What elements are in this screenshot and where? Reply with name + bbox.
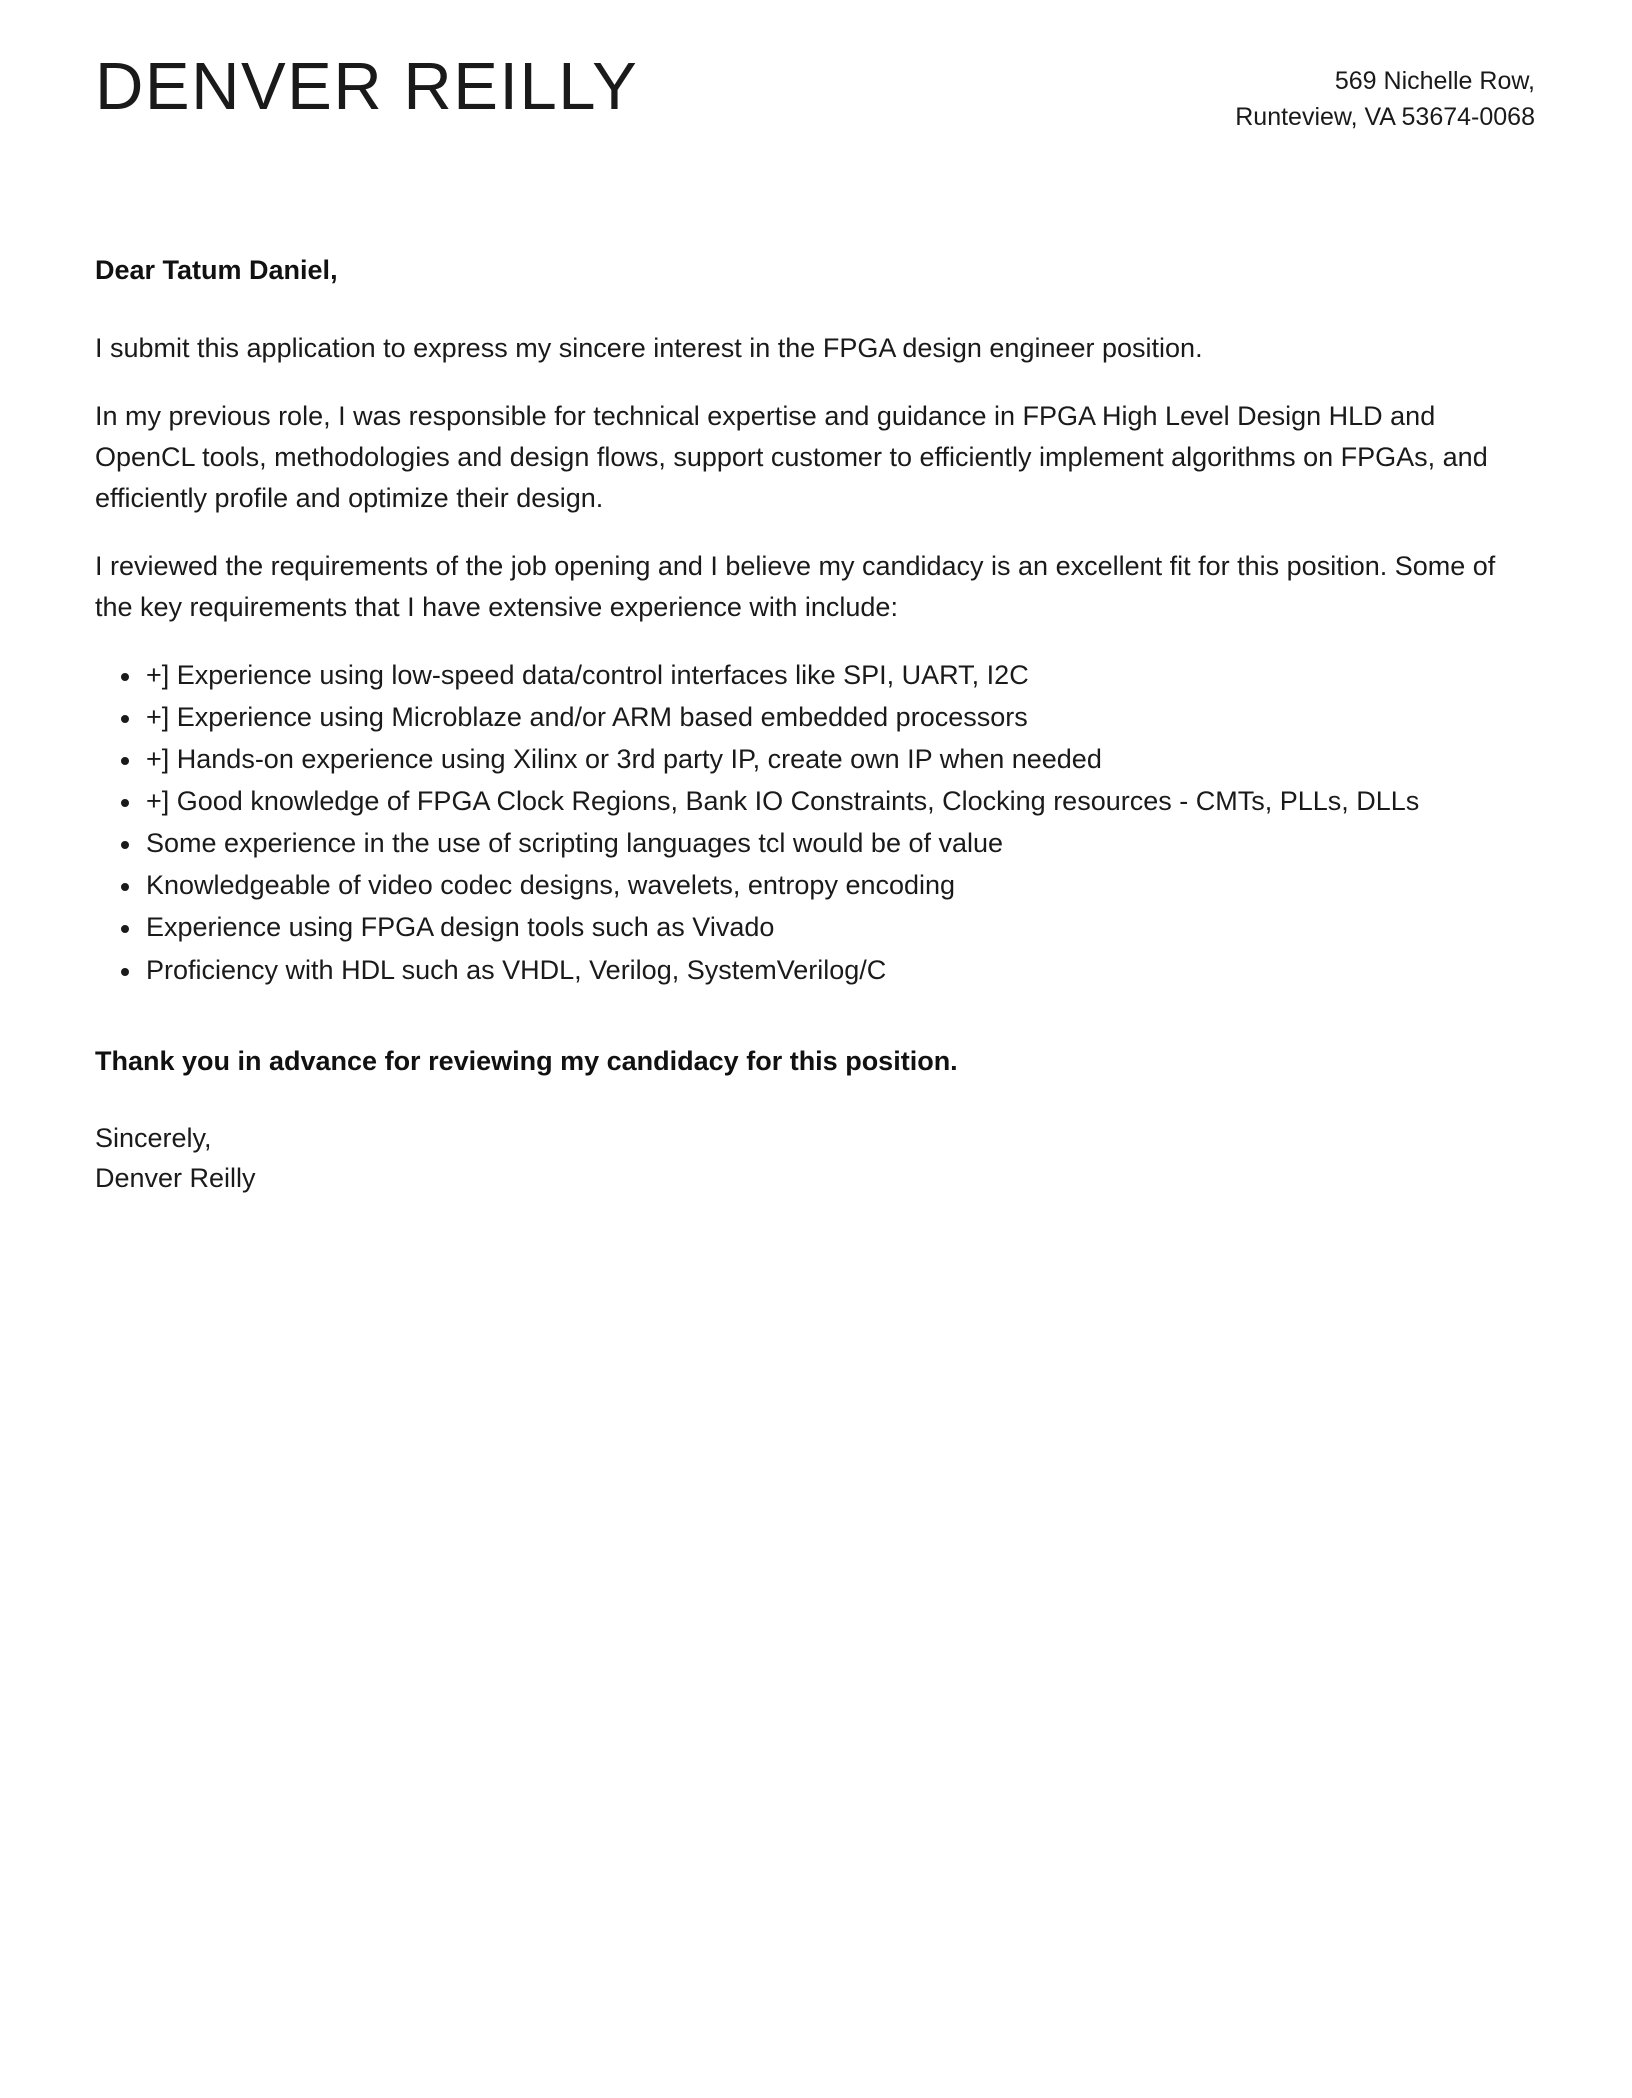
- salutation: Dear Tatum Daniel,: [95, 255, 338, 285]
- requirements-list: [95, 655, 1535, 990]
- closing-statement: Thank you in advance for reviewing my candidacy for this position.: [95, 1045, 958, 1076]
- paragraph-requirements-lead: I reviewed the requirements of the job opening and I believe my candidacy is an excellent fit for this position. Some of the key requirements that I have extensive experience with include:: [95, 551, 1496, 623]
- paragraph-intro: I submit this application to express my sincere interest in the FPGA design engineer position.: [95, 333, 1203, 364]
- paragraph-experience: In my previous role, I was responsible for technical expertise and guidance in FPGA High Level Design HLD and OpenCL tools, methodologies and design flows, support customer to efficiently implement algorithms on FPGAs, and efficiently profile and optimize their design.: [95, 401, 1488, 514]
- letter-content-area: [95, 0, 1535, 1199]
- list-item: Knowledgeable of video codec designs, wavelets, entropy encoding: [95, 865, 1535, 906]
- list-item: +] Experience using low-speed data/control interfaces like SPI, UART, I2C: [95, 655, 1535, 696]
- signoff-line: Sincerely,: [95, 1122, 212, 1153]
- list-item: Proficiency with HDL such as VHDL, Verilog, SystemVerilog/C: [95, 950, 1535, 991]
- list-item: +] Good knowledge of FPGA Clock Regions, Bank IO Constraints, Clocking resources - CMTs, PLLs, DLLs: [95, 781, 1535, 822]
- list-item: +] Experience using Microblaze and/or ARM based embedded processors: [95, 697, 1535, 738]
- signature-name: Denver Reilly: [95, 1162, 256, 1193]
- list-item: +] Hands-on experience using Xilinx or 3rd party IP, create own IP when needed: [95, 739, 1535, 780]
- address-line-1: 569 Nichelle Row,: [1334, 67, 1535, 95]
- sender-address: [1235, 52, 1535, 135]
- page-title: DENVER REILLY: [95, 49, 639, 124]
- letter-header: [95, 0, 1535, 135]
- letter-body: [95, 135, 1535, 1199]
- list-item: Experience using FPGA design tools such as Vivado: [95, 907, 1535, 948]
- address-line-2: Runteview, VA 53674-0068: [1235, 102, 1535, 131]
- signature-block: [95, 1119, 1535, 1199]
- list-item: Some experience in the use of scripting languages tcl would be of value: [95, 823, 1535, 864]
